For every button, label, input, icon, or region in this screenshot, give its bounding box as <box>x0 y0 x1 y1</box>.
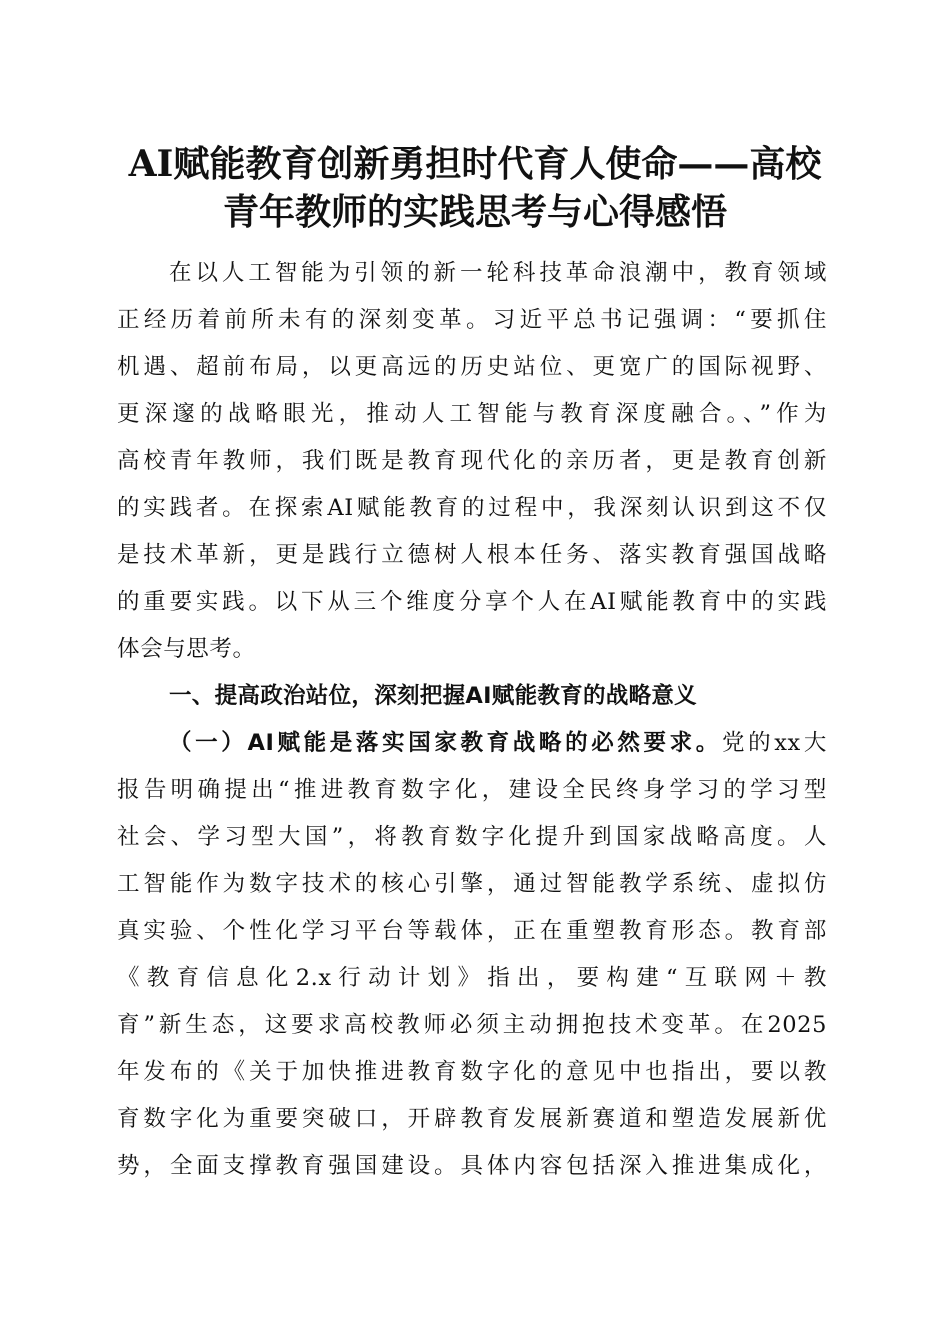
intro-line: 在以人工智能为引领的新一轮科技革命浪潮中，教育领域 <box>169 260 827 286</box>
intro-line: 体会与思考。 <box>117 636 256 662</box>
subsection-1-line: 《教育信息化2.x行动计划》指出，要构建“互联网＋教 <box>117 965 827 991</box>
subsection-1-first-line <box>117 720 827 767</box>
title-line-1: AI赋能教育创新勇担时代育人使命——高校 <box>128 143 822 185</box>
subsection-1-line: 社会、学习型大国”，将教育数字化提升到国家战略高度。人 <box>117 824 827 850</box>
subsection-1-line: 年发布的《关于加快推进教育数字化的意见中也指出，要以教 <box>117 1059 827 1085</box>
intro-line: 是技术革新，更是践行立德树人根本任务、落实教育强国战略 <box>117 542 827 568</box>
intro-line: 高校青年教师，我们既是教育现代化的亲历者，更是教育创新 <box>117 448 827 474</box>
section-1-heading: 一、提高政治站位，深刻把握AI赋能教育的战略意义 <box>169 683 697 709</box>
title-line-2: 青年教师的实践思考与心得感悟 <box>222 191 727 233</box>
subsection-1-line: 育”新生态，这要求高校教师必须主动拥抱技术变革。在2025 <box>117 1012 827 1038</box>
subsection-1-line: 工智能作为数字技术的核心引擎，通过智能教学系统、虚拟仿 <box>117 871 827 897</box>
subsection-1-lead: （一）AI赋能是落实国家教育战略的必然要求。 <box>169 730 722 756</box>
intro-line: 的实践者。在探索AI赋能教育的过程中，我深刻认识到这不仅 <box>117 495 827 521</box>
intro-paragraph <box>117 250 827 1190</box>
document-title <box>100 140 850 236</box>
subsection-1-line: 势，全面支撑教育强国建设。具体内容包括深入推进集成化， <box>117 1153 827 1179</box>
intro-line: 更深邃的战略眼光，推动人工智能与教育深度融合。、”作为 <box>117 401 827 427</box>
intro-line: 机遇、超前布局，以更高远的历史站位、更宽广的国际视野、 <box>117 354 827 380</box>
subsection-1-line: 育数字化为重要突破口，开辟教育发展新赛道和塑造发展新优 <box>117 1106 827 1132</box>
subsection-1-line: 报告明确提出“推进教育数字化，建设全民终身学习的学习型 <box>117 777 827 803</box>
subsection-1-first-rest: 党的xx大 <box>721 730 827 756</box>
subsection-1-line: 真实验、个性化学习平台等载体，正在重塑教育形态。教育部 <box>117 918 827 944</box>
intro-line: 的重要实践。以下从三个维度分享个人在AI赋能教育中的实践 <box>117 589 827 615</box>
intro-line: 正经历着前所未有的深刻变革。习近平总书记强调：“要抓住 <box>117 307 827 333</box>
